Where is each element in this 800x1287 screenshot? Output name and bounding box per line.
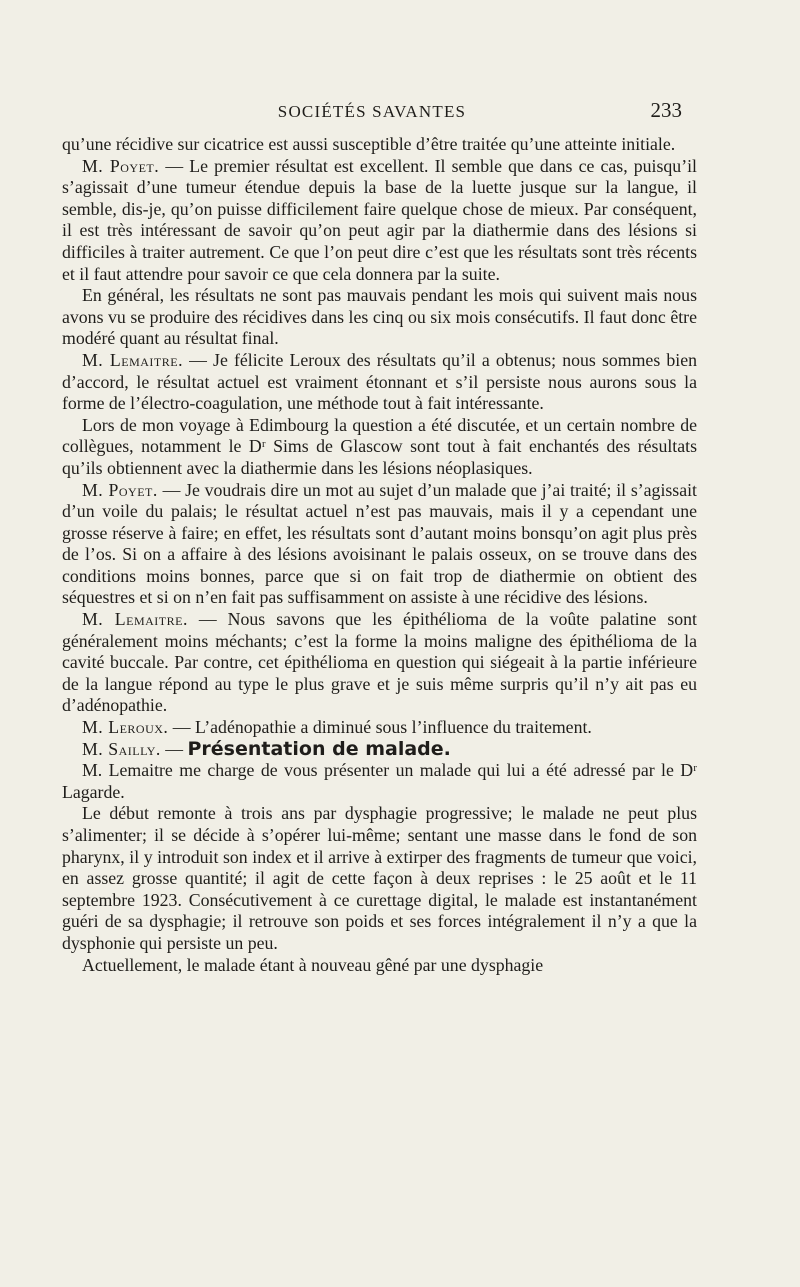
paragraph-text: Je félicite Leroux des résultats qu’il a obtenus; nous sommes bien d’accord, le résultat actuel est vraiment étonnant et s’il persiste nous aurons sous la forme de l’électro-coagulation, une méthode tout à fait intéressante. bbox=[62, 349, 697, 414]
speaker-name: M. Sailly. bbox=[82, 738, 161, 759]
paragraph-text: Le premier résultat est excellent. Il semble que dans ce cas, puisqu’il s’agissait d’une tumeur étendue depuis la base de la luette jusque sur la langue, il semble, dis-je, qu’on puisse difficilement faire quelque chose de mieux. Par conséquent, il est très intéressant de savoir qu’on peut agir par la diathermie dans des lésions si difficiles à traiter autrement. Ce que l’on peut dire c’est que les résultats sont très récents et il faut attendre pour savoir ce que cela donnera par la suite. bbox=[62, 155, 697, 284]
body-text bbox=[62, 134, 697, 976]
paragraph bbox=[62, 609, 697, 717]
speaker-name: M. Leroux. bbox=[82, 717, 169, 738]
speaker-separator: — bbox=[159, 155, 190, 176]
paragraph-text: Je voudrais dire un mot au sujet d’un malade que j’ai traité; il s’agissait d’un voile du palais; le résultat actuel n’est pas mauvais, mais il y a cependant une grosse réserve à faire; en effet, les résultats sont d’autant moins bonsqu’on agit plus près de l’os. Si on a affaire à des lésions avoisinant le palais osseux, on se trouve dans des conditions moins bonnes, parce que si on fait trop de diathermie on obtient des séquestres et si on n’en fait pas suffisamment on assiste à une récidive des lésions. bbox=[62, 479, 698, 608]
paragraph-text: M. Lemaitre me charge de vous présenter un malade qui lui a été adressé par le Dʳ Lagarde. bbox=[62, 760, 697, 802]
speaker-separator: — bbox=[160, 738, 188, 759]
paragraph bbox=[62, 156, 697, 286]
paragraph-text: En général, les résultats ne sont pas mauvais pendant les mois qui suivent mais nous avons vu se produire des récidives dans les cinq ou six mois consécutifs. Il faut donc être modéré quant au résultat final. bbox=[62, 285, 697, 349]
paragraph bbox=[62, 803, 697, 954]
paragraph-text: Le début remonte à trois ans par dysphagie progressive; le malade ne peut plus s’alimenter; il se décide à s’opérer lui-même; sentant une masse dans le fond de son pharynx, il y introduit son index et il arrive à extirper des fragments de tumeur que voici, en assez grosse quantité; il agit de cette façon à deux reprises : le 25 août et le 11 septembre 1923. Consécutivement à ce curettage digital, le malade est instantanément guéri de sa dysphagie; il retrouve son poids et ses forces intégralement il n’y a que la dysphonie qui persiste un peu. bbox=[62, 803, 697, 953]
paragraph-text: Actuellement, le malade étant à nouveau gêné par une dysphagie bbox=[82, 954, 544, 975]
section-title: Présentation de malade. bbox=[187, 737, 451, 760]
paragraph bbox=[62, 955, 697, 977]
speaker-separator: — bbox=[187, 609, 228, 630]
paragraph-text: L’adénopathie a diminué sous l’influence du traitement. bbox=[195, 717, 592, 738]
paragraph bbox=[62, 717, 697, 739]
speaker-separator: — bbox=[168, 717, 196, 738]
paragraph-text: Nous savons que les épithélioma de la voûte palatine sont généralement moins méchants; c’est la forme la moins maligne des épithélioma de la cavité buccale. Par contre, cet épithélioma en question qui siégeait à la partie inférieure de la langue répond au type le plus grave et je suis même surpris qu’il n’y ait pas eu d’adénopathie. bbox=[62, 609, 697, 716]
speaker-name: M. Lemaitre. bbox=[82, 349, 184, 370]
page-number: 233 bbox=[650, 98, 682, 122]
paragraph bbox=[62, 134, 697, 156]
speaker-name: M. Lemaitre. bbox=[82, 609, 188, 630]
paragraph bbox=[62, 350, 697, 415]
page-header bbox=[62, 98, 682, 126]
paragraph bbox=[62, 480, 697, 610]
paragraph bbox=[62, 285, 697, 350]
speaker-separator: — bbox=[183, 349, 214, 370]
section-heading bbox=[62, 739, 697, 761]
paragraph bbox=[62, 415, 697, 480]
paragraph bbox=[62, 760, 697, 803]
speaker-separator: — bbox=[157, 479, 186, 500]
paragraph-text: Lors de mon voyage à Edimbourg la question a été discutée, et un certain nombre de collègues, notamment le Dʳ Sims de Glascow sont tout à fait enchantés des résultats qu’ils obtiennent avec la diathermie dans les lésions néoplasiques. bbox=[62, 414, 697, 478]
running-title: SOCIÉTÉS SAVANTES bbox=[277, 102, 467, 121]
speaker-name: M. Poyet. bbox=[82, 155, 160, 176]
speaker-name: M. Poyet. bbox=[82, 479, 158, 500]
paragraph-text: qu’une récidive sur cicatrice est aussi susceptible d’être traitée qu’une atteinte initiale. bbox=[62, 134, 676, 154]
